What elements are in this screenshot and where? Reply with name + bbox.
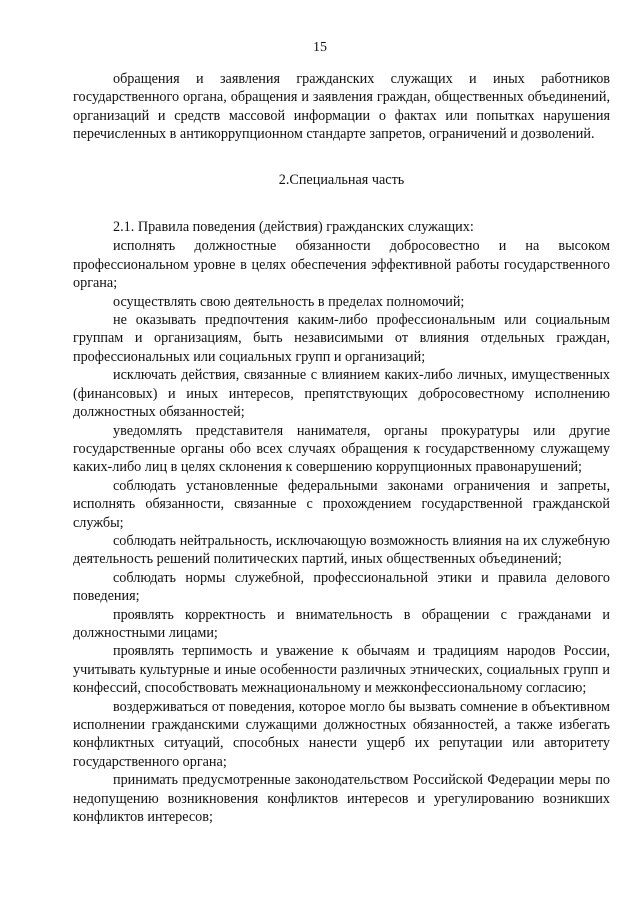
rule-paragraph: проявлять терпимость и уважение к обычаям и традициям народов России, учитывать культурные и иные особенности различных этнических, социальных групп и конфессий, способствовать межнациональному и межконфессиональному согласию; xyxy=(73,643,610,697)
page-number: 15 xyxy=(313,40,327,55)
rule-paragraph: проявлять корректность и внимательность в обращении с гражданами и должностными лицами; xyxy=(73,606,610,641)
rule-paragraph: не оказывать предпочтения каким-либо профессиональным или социальным группам и организациям, быть независимыми от влияния отдельных граждан, профессиональных или социальных групп и организаций; xyxy=(73,312,610,365)
document-body xyxy=(73,70,610,826)
rule-paragraph: уведомлять представителя нанимателя, органы прокуратуры или другие государственные органы обо всех случаях обращения к государственному служащему каких-либо лиц в целях склонения к совершению коррупционных правонарушений; xyxy=(73,422,610,476)
rule-paragraph: соблюдать нейтральность, исключающую возможность влияния на их служебную деятельность решений политических партий, иных общественных объединений; xyxy=(73,532,610,568)
rule-paragraph: осуществлять свою деятельность в пределах полномочий; xyxy=(113,293,465,310)
rule-paragraph: соблюдать нормы служебной, профессиональной этики и правила делового поведения; xyxy=(73,569,610,605)
rule-paragraph: исключать действия, связанные с влиянием каких-либо личных, имущественных (финансовых) и иных интересов, препятствующих добросовестному исполнению должностных обязанностей; xyxy=(73,367,610,421)
rule-paragraph: принимать предусмотренные законодательством Российской Федерации меры по недопущению возникновения конфликтов интересов и урегулированию возникших конфликтов интересов; xyxy=(73,772,610,826)
rule-paragraph: соблюдать установленные федеральными законами ограничения и запреты, исполнять обязанности, связанные с прохождением государственной гражданской службы; xyxy=(73,477,610,531)
section-heading: 2.Специальная часть xyxy=(278,171,405,188)
rule-paragraph: воздерживаться от поведения, которое могло бы вызвать сомнение в объективном исполнении гражданскими служащими должностных обязанностей, а также избегать конфликтных ситуаций, способных нанести ущерб их репутации или авторитету государственного органа; xyxy=(73,698,610,770)
rule-paragraph: исполнять должностные обязанности добросовестно и на высоком профессиональном уровне в целях обеспечения эффективной работы государственного органа; xyxy=(73,238,610,292)
intro-paragraph: обращения и заявления гражданских служащих и иных работников государственного органа, обращения и заявления граждан, общественных объединений, организаций и средств массовой информации о фактах или попытках нарушения перечисленных в антикоррупционном стандарте запретов, ограничений и дозволений. xyxy=(73,71,610,143)
subsection-heading: 2.1. Правила поведения (действия) гражданских служащих: xyxy=(113,219,474,236)
